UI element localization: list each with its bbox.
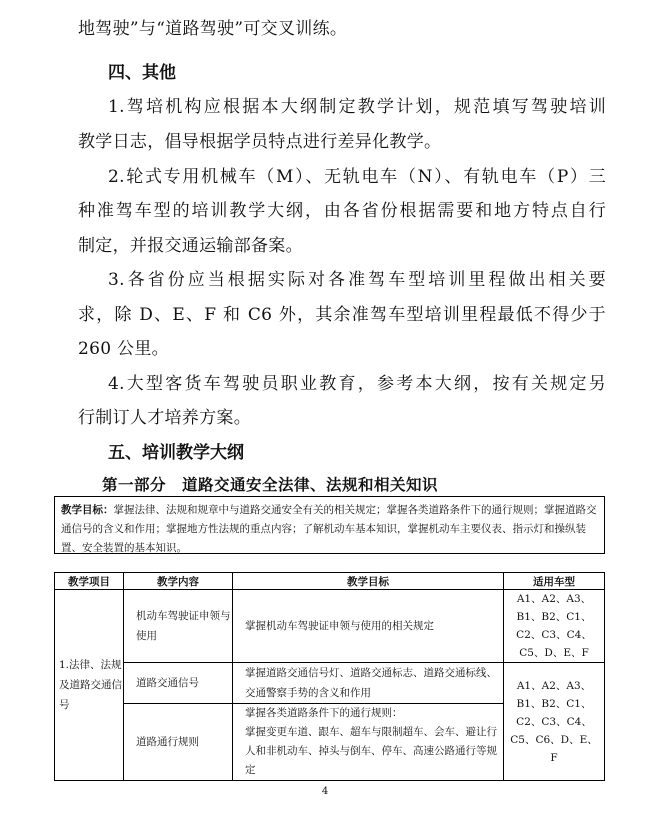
teaching-goal-text: 掌握法律、法规和规章中与道路交通安全有关的相关规定；掌握各类道路条件下的通行规则；掌握道路交通信号的含义和作用；掌握地方性法规的重点内容；了解机动车基本知识，掌握机动车主要仪表、指示灯和操纵装置、安全装置的基本知识。 xyxy=(61,504,597,554)
section-heading-other: 四、其他 xyxy=(108,63,176,83)
header-goal: 教学目标 xyxy=(233,573,504,590)
section-heading-syllabus: 五、培训教学大纲 xyxy=(108,443,244,463)
table-row xyxy=(55,663,605,704)
content-cell: 机动车驾驶证申领与使用 xyxy=(124,590,233,663)
text-line: 求，除 D、E、F 和 C6 外，其余准驾车型培训里程最低不得少于 xyxy=(78,305,606,325)
goal-cell: 掌握机动车驾驶证申领与使用的相关规定 xyxy=(233,590,504,663)
teaching-goal-box xyxy=(54,496,605,554)
part-title: 第一部分 道路交通安全法律、法规和相关知识 xyxy=(102,475,439,494)
teaching-item-cell: 1.法律、法规及道路交通信号 xyxy=(55,590,124,781)
text-line: 地驾驶”与“道路驾驶”可交叉训练。 xyxy=(78,19,348,39)
goal-cell: 掌握道路交通信号灯、道路交通标志、道路交通标线、交通警察手势的含义和作用 xyxy=(233,663,504,704)
table-row xyxy=(55,590,605,663)
header-vehicle-types: 适用车型 xyxy=(504,573,605,590)
goal-line: 掌握变更车道、跟车、超车与限制超车、会车、避让行人和非机动车、掉头与倒车、停车、高速公路通行等规定 xyxy=(245,726,497,776)
text-line: 3.各省份应当根据实际对各准驾车型培训里程做出相关要 xyxy=(108,270,606,290)
vehicle-types-cell: A1、A2、A3、B1、B2、C1、C2、C3、C4、C5、D、E、F xyxy=(504,590,605,663)
table-header-row xyxy=(55,573,605,590)
text-line: 2.轮式专用机械车（M）、无轨电车（N）、有轨电车（P）三 xyxy=(108,167,606,187)
syllabus-table xyxy=(54,572,605,781)
text-line: 1.驾培机构应根据本大纲制定教学计划，规范填写驾驶培训 xyxy=(108,97,606,117)
teaching-goal-label: 教学目标： xyxy=(61,504,114,516)
vehicle-types-cell: A1、A2、A3、B1、B2、C1、C2、C3、C4、C5、C6、D、E、F xyxy=(504,663,605,781)
text-line: 种准驾车型的培训教学大纲，由各省份根据需要和地方特点自行 xyxy=(78,201,606,221)
page-number: 4 xyxy=(321,786,329,797)
text-line: 260 公里。 xyxy=(78,339,169,359)
content-cell: 道路通行规则 xyxy=(124,704,233,781)
goal-line: 掌握各类道路条件下的通行规则： xyxy=(245,707,403,719)
text-line: 行制订人才培养方案。 xyxy=(78,408,251,428)
text-line: 制定，并报交通运输部备案。 xyxy=(78,236,303,256)
header-content: 教学内容 xyxy=(124,573,233,590)
text-line: 4.大型客货车驾驶员职业教育，参考本大纲，按有关规定另 xyxy=(108,374,606,394)
content-cell: 道路交通信号 xyxy=(124,663,233,704)
goal-cell xyxy=(233,704,504,781)
text-line: 教学日志，倡导根据学员特点进行差异化教学。 xyxy=(78,132,442,152)
header-item: 教学项目 xyxy=(55,573,124,590)
